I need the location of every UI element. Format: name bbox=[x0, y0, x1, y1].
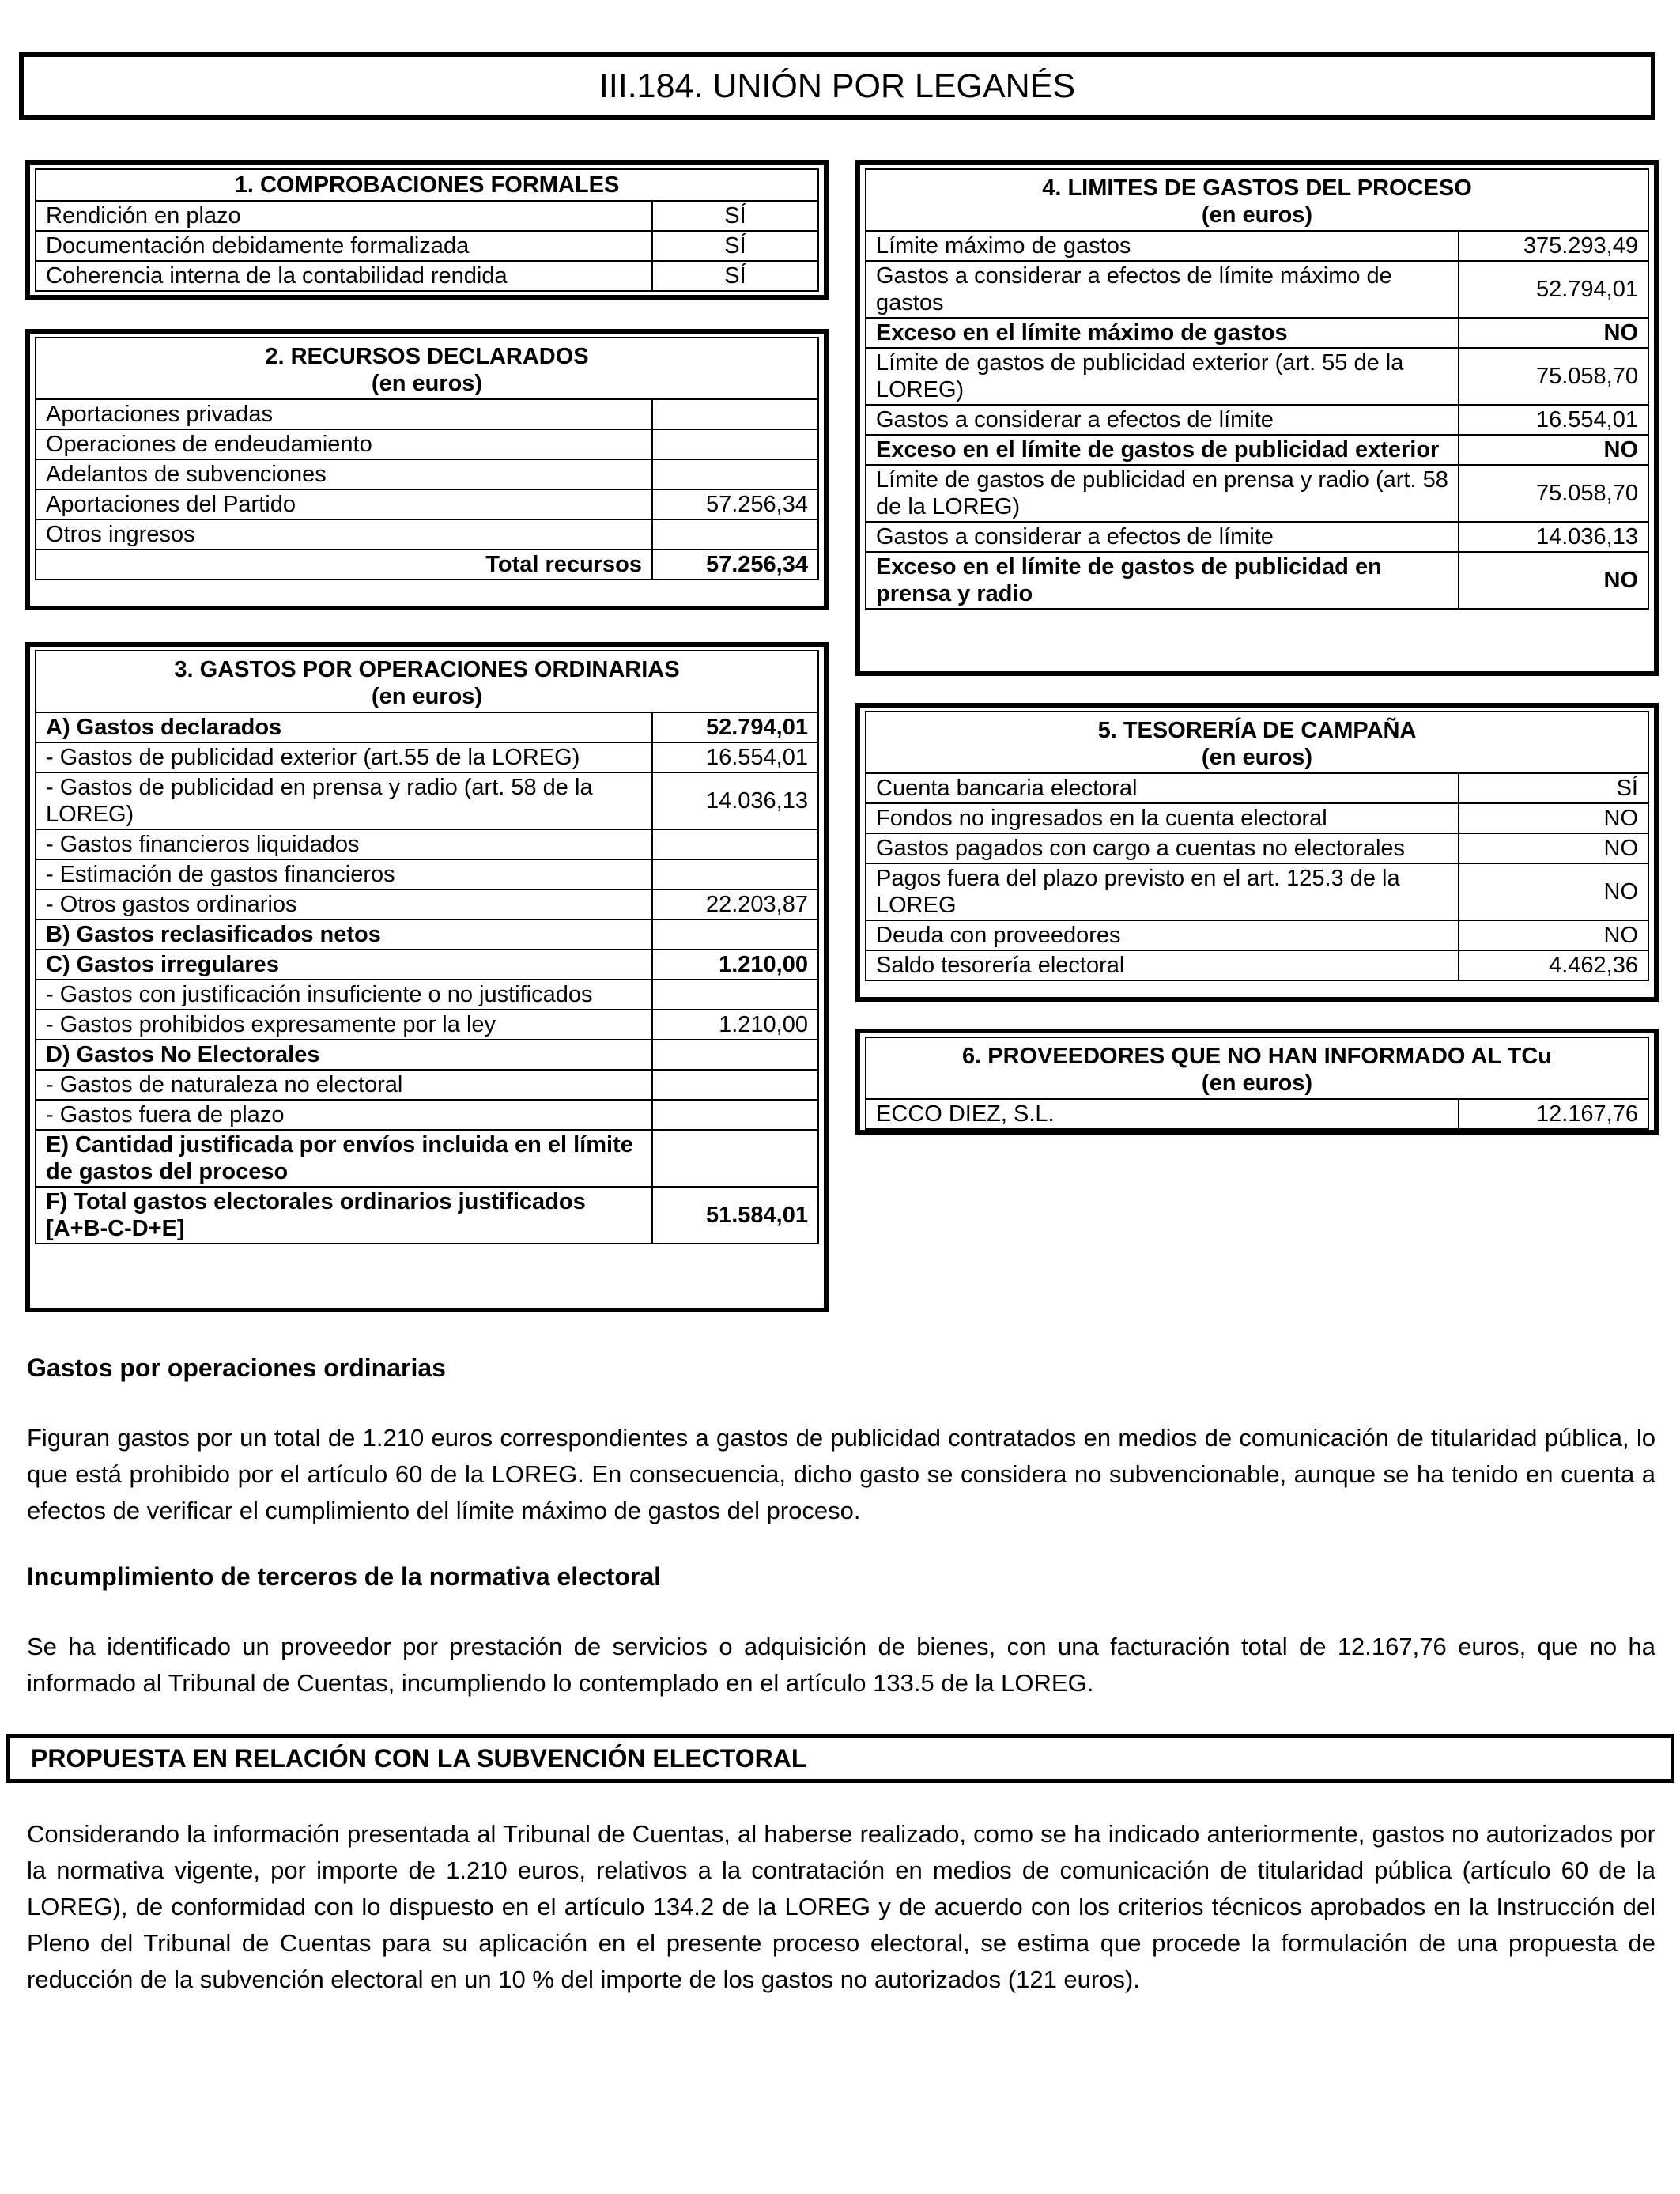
table-row: F) Total gastos electorales ordinarios justificados [A+B-C-D+E] 51.584,01 bbox=[36, 1187, 818, 1244]
section-title: 1. COMPROBACIONES FORMALES bbox=[36, 169, 818, 201]
table-row: Coherencia interna de la contabilidad rendida SÍ bbox=[36, 261, 818, 291]
section-comprobaciones-formales bbox=[25, 160, 829, 300]
section-proveedores bbox=[855, 1029, 1659, 1135]
table-row: Otros ingresos bbox=[36, 519, 818, 549]
table-row: - Gastos prohibidos expresamente por la ley 1.210,00 bbox=[36, 1010, 818, 1040]
table-row: Rendición en plazo SÍ bbox=[36, 201, 818, 231]
table-row: Operaciones de endeudamiento bbox=[36, 429, 818, 459]
table-row: Pagos fuera del plazo previsto en el art. 125.3 de la LOREG NO bbox=[866, 863, 1648, 920]
table-row: Deuda con proveedores NO bbox=[866, 920, 1648, 950]
table-row: Saldo tesorería electoral 4.462,36 bbox=[866, 950, 1648, 980]
section-title: 4. LIMITES DE GASTOS DEL PROCESO (en euros) bbox=[866, 169, 1648, 231]
table-row: Exceso en el límite máximo de gastos NO bbox=[866, 318, 1648, 348]
heading-incumplimiento-terceros: Incumplimiento de terceros de la normativa electoral bbox=[27, 1562, 662, 1591]
table-row: A) Gastos declarados 52.794,01 bbox=[36, 712, 818, 742]
section-limites-gastos bbox=[855, 160, 1659, 676]
table-row: - Gastos de publicidad exterior (art.55 de la LOREG) 16.554,01 bbox=[36, 742, 818, 772]
table-row: Fondos no ingresados en la cuenta electoral NO bbox=[866, 803, 1648, 833]
table-row: - Gastos fuera de plazo bbox=[36, 1100, 818, 1130]
table-row: Exceso en el límite de gastos de publicidad exterior NO bbox=[866, 435, 1648, 465]
table-row: - Estimación de gastos financieros bbox=[36, 859, 818, 889]
table-row: C) Gastos irregulares 1.210,00 bbox=[36, 950, 818, 980]
heading-propuesta-subvencion: PROPUESTA EN RELACIÓN CON LA SUBVENCIÓN ELECTORAL bbox=[6, 1734, 1674, 1783]
table-row: Aportaciones privadas bbox=[36, 399, 818, 429]
table-row: Cuenta bancaria electoral SÍ bbox=[866, 773, 1648, 803]
section-tesoreria bbox=[855, 703, 1659, 1002]
paragraph-propuesta: Considerando la información presentada al Tribunal de Cuentas, al haberse realizado, como se ha indicado anteriormente, gastos no autorizados por la normativa vigente, por importe de 1.210 euros, relativos a la contratación en medios de comunicación de titularidad pública (artículo 60 de la LOREG), de conformidad con lo dispuesto en el artículo 134.2 de la LOREG y de acuerdo con los criterios técnicos aprobados en la Instrucción del Pleno del Tribunal de Cuentas para su aplicación en el presente proceso electoral, se estima que procede la formulación de una propuesta de reducción de la subvención electoral en un 10 % del importe de los gastos no autorizados (121 euros). bbox=[27, 1820, 1655, 1993]
heading-gastos-ordinarios: Gastos por operaciones ordinarias bbox=[27, 1354, 446, 1382]
table-row: - Gastos con justificación insuficiente o no justificados bbox=[36, 980, 818, 1010]
table-row: ECCO DIEZ, S.L. 12.167,76 bbox=[866, 1099, 1648, 1129]
paragraph-gastos-ordinarios: Figuran gastos por un total de 1.210 euros correspondientes a gastos de publicidad contratados en medios de comunicación de titularidad pública, lo que está prohibido por el artículo 60 de la LOREG. En consecuencia, dicho gasto se considera no subvencionable, aunque se ha tenido en cuenta a efectos de verificar el cumplimiento del límite máximo de gastos del proceso. bbox=[27, 1424, 1655, 1524]
section-title: 5. TESORERÍA DE CAMPAÑA (en euros) bbox=[866, 712, 1648, 773]
table-row: Gastos a considerar a efectos de límite 16.554,01 bbox=[866, 405, 1648, 435]
paragraph-incumplimiento-terceros: Se ha identificado un proveedor por prestación de servicios o adquisición de bienes, con una facturación total de 12.167,76 euros, que no ha informado al Tribunal de Cuentas, incumpliendo lo contemplado en el artículo 133.5 de la LOREG. bbox=[27, 1633, 1655, 1697]
table-row: - Otros gastos ordinarios 22.203,87 bbox=[36, 889, 818, 920]
table-row: Gastos a considerar a efectos de límite 14.036,13 bbox=[866, 522, 1648, 552]
table-row: Documentación debidamente formalizada SÍ bbox=[36, 231, 818, 261]
section-title: 6. PROVEEDORES QUE NO HAN INFORMADO AL TCu (en euros) bbox=[866, 1037, 1648, 1099]
table-row: - Gastos de publicidad en prensa y radio (art. 58 de la LOREG) 14.036,13 bbox=[36, 772, 818, 829]
table-row: - Gastos financieros liquidados bbox=[36, 829, 818, 859]
table-row: Adelantos de subvenciones bbox=[36, 459, 818, 489]
section-recursos-declarados bbox=[25, 329, 829, 610]
page-title: III.184. UNIÓN POR LEGANÉS bbox=[19, 52, 1655, 120]
table-row: D) Gastos No Electorales bbox=[36, 1040, 818, 1070]
section-title: 2. RECURSOS DECLARADOS (en euros) bbox=[36, 338, 818, 399]
table-row: Límite de gastos de publicidad exterior (art. 55 de la LOREG) 75.058,70 bbox=[866, 348, 1648, 405]
table-row: B) Gastos reclasificados netos bbox=[36, 920, 818, 950]
table-row: Gastos pagados con cargo a cuentas no electorales NO bbox=[866, 833, 1648, 863]
total-row: Total recursos 57.256,34 bbox=[36, 549, 818, 580]
table-row: Límite máximo de gastos 375.293,49 bbox=[866, 231, 1648, 261]
table-row: Límite de gastos de publicidad en prensa y radio (art. 58 de la LOREG) 75.058,70 bbox=[866, 465, 1648, 522]
table-row: Aportaciones del Partido 57.256,34 bbox=[36, 489, 818, 519]
table-row: Exceso en el límite de gastos de publicidad en prensa y radio NO bbox=[866, 552, 1648, 609]
section-title: 3. GASTOS POR OPERACIONES ORDINARIAS (en euros) bbox=[36, 651, 818, 712]
table-row: E) Cantidad justificada por envíos incluida en el límite de gastos del proceso bbox=[36, 1130, 818, 1187]
table-row: Gastos a considerar a efectos de límite máximo de gastos 52.794,01 bbox=[866, 261, 1648, 318]
section-gastos-ordinarios bbox=[25, 642, 829, 1312]
table-row: - Gastos de naturaleza no electoral bbox=[36, 1070, 818, 1100]
